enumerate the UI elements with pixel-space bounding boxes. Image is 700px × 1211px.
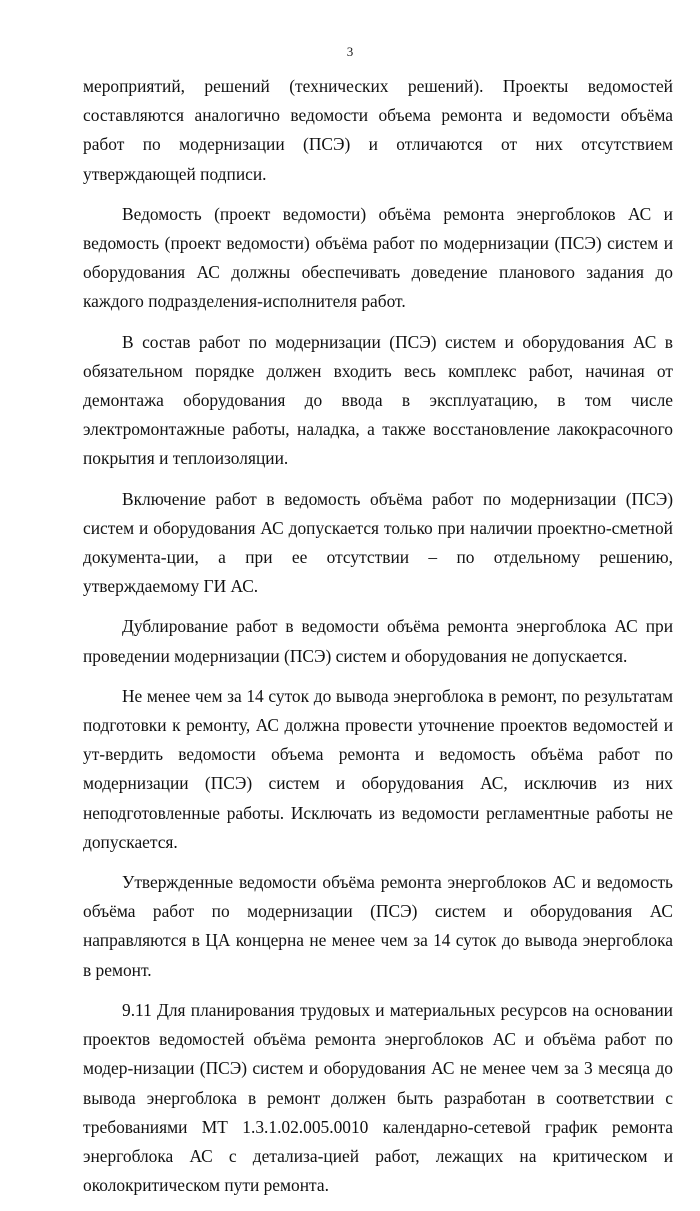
paragraph: Утвержденные ведомости объёма ремонта энергоблоков АС и ведомость объёма работ по модернизации (ПСЭ) систем и оборудования АС направляются в ЦА концерна не менее чем за 14 суток до вывода энергоблока в ремонт. <box>83 872 673 980</box>
page-number: 3 <box>346 44 354 59</box>
paragraph: Дублирование работ в ведомости объёма ремонта энергоблока АС при проведении модернизации (ПСЭ) систем и оборудования не допускается. <box>83 616 673 666</box>
paragraph-section-9-11: 9.11 Для планирования трудовых и материальных ресурсов на основании проектов ведомостей объёма ремонта энергоблоков АС и объёма работ по модер-низации (ПСЭ) систем и оборудования АС не менее чем за 3 месяца до вывода энергоблока в ремонт должен быть разработан в соответствии с требованиями МТ 1.3.1.02.005.0010 календарно-сетевой график ремонта энергоблока АС с детализа-цией работ, лежащих на критическом и околокритическом пути ремонта. <box>83 999 673 1196</box>
paragraph: Ведомость (проект ведомости) объёма ремонта энергоблоков АС и ведомость (проект ведомости) объёма работ по модернизации (ПСЭ) систем и оборудования АС должны обеспечивать доведение планового задания до каждого подразделения-исполнителя работ. <box>83 203 673 312</box>
paragraph-continuation: мероприятий, решений (технических решений). Проекты ведомостей составляются аналогично ведомости объема ремонта и ведомости объёма работ по модернизации (ПСЭ) и отличаются от них отсутствием утверждающей подписи. <box>83 76 673 184</box>
paragraph: В состав работ по модернизации (ПСЭ) систем и оборудования АС в обязательном порядке должен входить весь комплекс работ, начиная от демонтажа оборудования до ввода в эксплуатацию, в том числе электромонтажные работы, наладка, а также восстановление лакокрасочного покрытия и теплоизоляции. <box>83 331 673 469</box>
document-body <box>83 72 673 1211</box>
paragraph: Не менее чем за 14 суток до вывода энергоблока в ремонт, по результатам подготовки к ремонту, АС должна провести уточнение проектов ведомостей и ут-вердить ведомости объема ремонта и ведомость объёма работ по модернизации (ПСЭ) систем и оборудования АС, исключив из них неподготовленные работы. Исключать из ведомости регламентные работы не допускается. <box>83 685 673 852</box>
paragraph: Включение работ в ведомость объёма работ по модернизации (ПСЭ) систем и оборудования АС допускается только при наличии проектно-сметной документа-ции, а при ее отсутствии – по отдельному решению, утверждаемому ГИ АС. <box>83 488 673 597</box>
